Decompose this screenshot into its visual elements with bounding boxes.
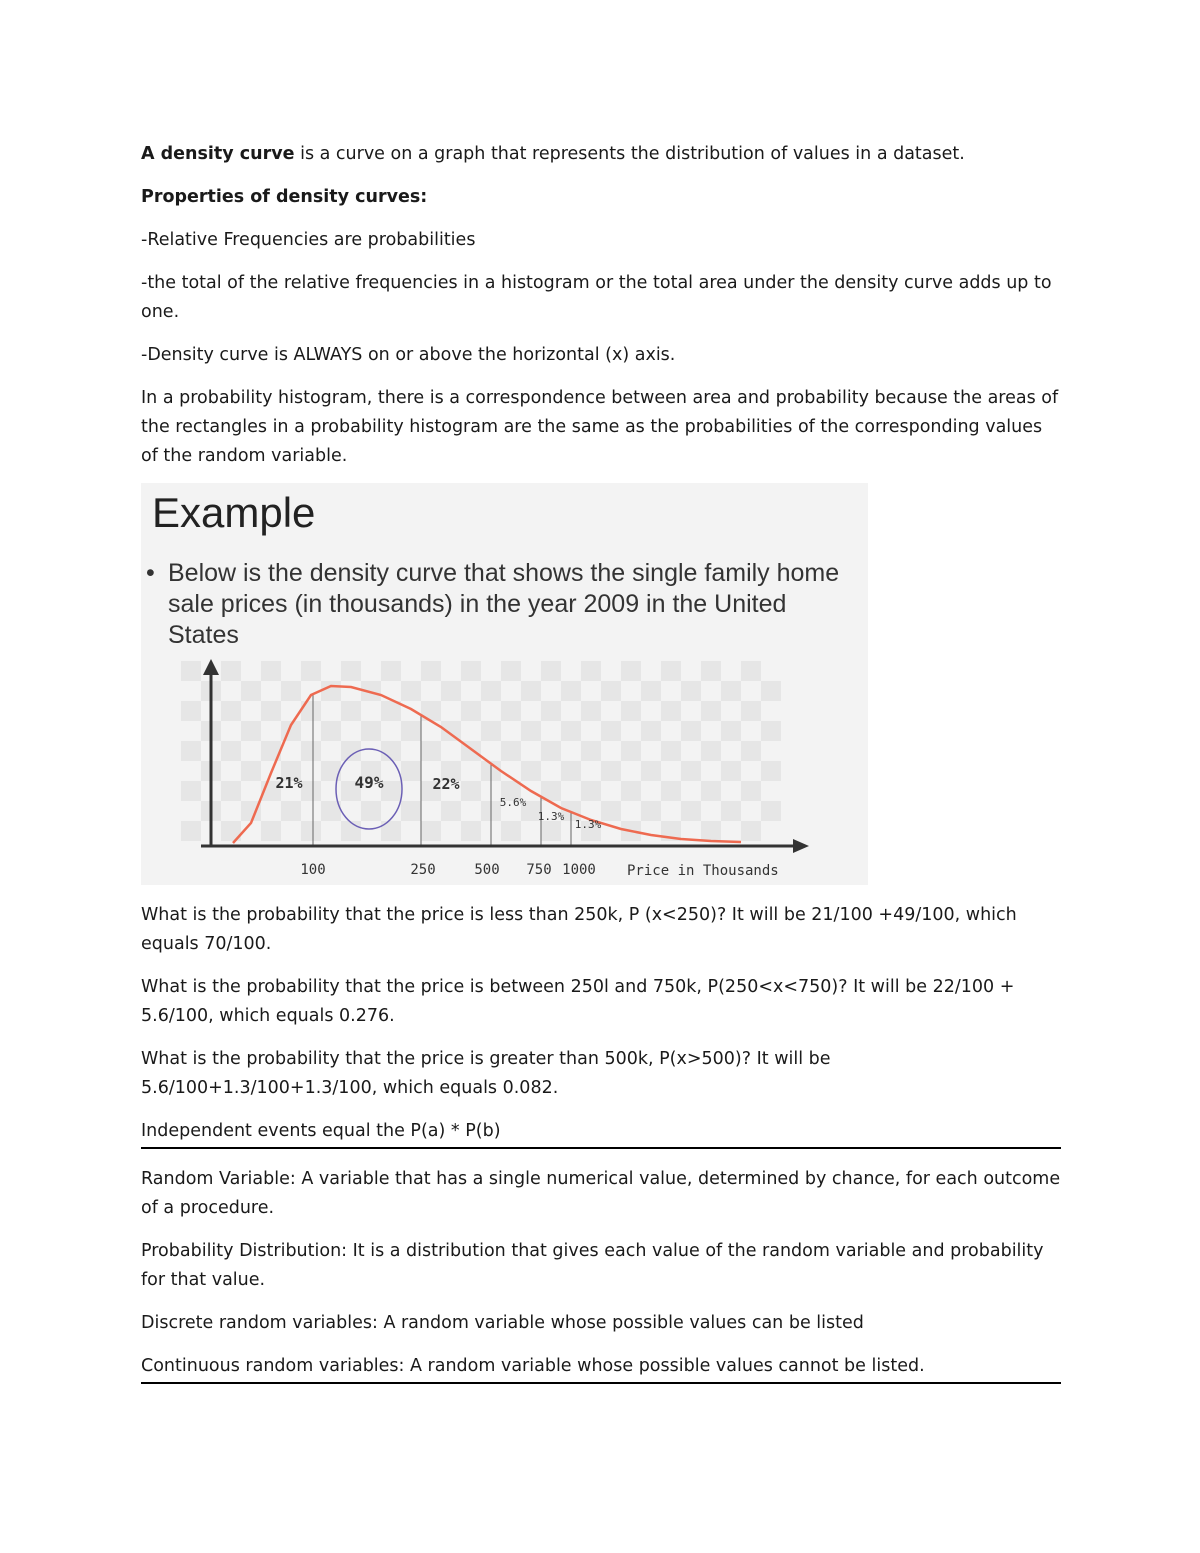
checker-cell bbox=[381, 661, 401, 681]
checker-cell bbox=[661, 741, 681, 761]
checker-cell bbox=[681, 761, 701, 781]
checker-cell bbox=[441, 681, 461, 701]
checker-cell bbox=[341, 661, 361, 681]
region-label: 1.3% bbox=[574, 818, 602, 831]
checker-cell bbox=[541, 661, 561, 681]
checker-cell bbox=[501, 661, 521, 681]
tick-label: 500 bbox=[474, 862, 500, 878]
checker-cell bbox=[521, 761, 541, 781]
checker-cell bbox=[241, 721, 261, 741]
x-axis-label: Price in Thousands bbox=[627, 863, 779, 879]
checker-cell bbox=[401, 721, 421, 741]
checker-cell bbox=[701, 661, 721, 681]
checker-cell bbox=[421, 661, 441, 681]
checker-cell bbox=[681, 801, 701, 821]
checker-cell bbox=[601, 801, 621, 821]
checker-cell bbox=[261, 821, 281, 841]
checker-cell bbox=[181, 781, 201, 801]
checker-cell bbox=[621, 781, 641, 801]
checker-cell bbox=[341, 701, 361, 721]
property-item: -the total of the relative frequencies in a histogram or the total area under the density curve adds up to one. bbox=[141, 273, 1052, 322]
checker-cell bbox=[501, 741, 521, 761]
checker-cell bbox=[241, 681, 261, 701]
question-1: What is the probability that the price is less than 250k, P (x<250)? It will be 21/100 +49/100, which equals 70/100. bbox=[141, 905, 1017, 954]
region-label: 22% bbox=[432, 775, 460, 793]
checker-cell bbox=[341, 821, 361, 841]
definition-random-variable: Random Variable: A variable that has a single numerical value, determined by chance, for each outcome of a procedure. bbox=[141, 1169, 1061, 1218]
checker-cell bbox=[181, 821, 201, 841]
checker-cell bbox=[521, 681, 541, 701]
checker-cell bbox=[581, 661, 601, 681]
checker-cell bbox=[181, 741, 201, 761]
checker-cell bbox=[401, 801, 421, 821]
checker-cell bbox=[601, 721, 621, 741]
checker-cell bbox=[741, 661, 761, 681]
property-item: -Relative Frequencies are probabilities bbox=[141, 230, 476, 250]
checker-cell bbox=[721, 801, 741, 821]
checker-cell bbox=[301, 781, 321, 801]
checker-cell bbox=[501, 701, 521, 721]
intro-text: is a curve on a graph that represents the distribution of values in a dataset. bbox=[294, 144, 965, 164]
histogram-paragraph: In a probability histogram, there is a correspondence between area and probability because the areas of the rectangles in a probability histogram are the same as the probabilities of the corresponding values of the random variable. bbox=[141, 388, 1059, 466]
y-axis-arrow bbox=[203, 659, 219, 675]
example-slide-image bbox=[141, 483, 868, 885]
example-title: Example bbox=[152, 489, 316, 536]
checker-cell bbox=[361, 801, 381, 821]
checker-cell bbox=[661, 781, 681, 801]
checker-cell bbox=[481, 721, 501, 741]
checker-cell bbox=[221, 701, 241, 721]
checker-cell bbox=[461, 781, 481, 801]
checker-cell bbox=[381, 741, 401, 761]
checker-cell bbox=[661, 661, 681, 681]
intro-paragraph bbox=[141, 140, 1061, 169]
checker-cell bbox=[641, 721, 661, 741]
checker-cell bbox=[221, 781, 241, 801]
checker-cell bbox=[261, 661, 281, 681]
checker-cell bbox=[721, 721, 741, 741]
checker-cell bbox=[421, 741, 441, 761]
checker-cell bbox=[221, 661, 241, 681]
density-curve-term: A density curve bbox=[141, 144, 295, 164]
checker-cell bbox=[361, 721, 381, 741]
checker-cell bbox=[761, 721, 781, 741]
checker-cell bbox=[541, 821, 561, 841]
tick-label: 250 bbox=[410, 862, 436, 878]
checker-cell bbox=[501, 821, 521, 841]
checker-cell bbox=[641, 761, 661, 781]
properties-heading: Properties of density curves: bbox=[141, 187, 428, 207]
checker-cell bbox=[761, 801, 781, 821]
bullet-icon: • bbox=[146, 559, 155, 587]
checker-cell bbox=[521, 721, 541, 741]
question-3: What is the probability that the price is greater than 500k, P(x>500)? It will be 5.6/100+1.3/100+1.3/100, which equals 0.082. bbox=[141, 1049, 831, 1098]
checker-background bbox=[181, 661, 781, 841]
checker-cell bbox=[561, 681, 581, 701]
checker-cell bbox=[381, 781, 401, 801]
checker-cell bbox=[721, 761, 741, 781]
example-bullet-text: Below is the density curve that shows the single family home sale prices (in thousands) in the year 2009 in the United States bbox=[168, 559, 840, 649]
checker-cell bbox=[561, 721, 581, 741]
checker-cell bbox=[281, 801, 301, 821]
checker-cell bbox=[701, 781, 721, 801]
x-axis-arrow bbox=[793, 839, 809, 853]
checker-cell bbox=[321, 721, 341, 741]
checker-cell bbox=[581, 701, 601, 721]
tick-label: 1000 bbox=[562, 862, 596, 878]
tick-label: 750 bbox=[526, 862, 552, 878]
checker-cell bbox=[421, 821, 441, 841]
checker-cell bbox=[441, 801, 461, 821]
property-item: -Density curve is ALWAYS on or above the horizontal (x) axis. bbox=[141, 345, 676, 365]
checker-cell bbox=[241, 761, 261, 781]
checker-cell bbox=[741, 701, 761, 721]
checker-cell bbox=[541, 741, 561, 761]
checker-cell bbox=[301, 661, 321, 681]
tick-labels bbox=[300, 862, 778, 879]
definition-continuous: Continuous random variables: A random variable whose possible values cannot be listed. bbox=[141, 1352, 1061, 1384]
checker-cell bbox=[401, 681, 421, 701]
checker-cell bbox=[281, 681, 301, 701]
checker-cell bbox=[701, 821, 721, 841]
checker-cell bbox=[621, 701, 641, 721]
checker-cell bbox=[761, 681, 781, 701]
checker-cell bbox=[641, 801, 661, 821]
checker-cell bbox=[661, 701, 681, 721]
checker-cell bbox=[681, 681, 701, 701]
checker-cell bbox=[461, 661, 481, 681]
region-label: 21% bbox=[275, 774, 303, 792]
density-curve-chart bbox=[141, 653, 868, 885]
region-label: 5.6% bbox=[499, 796, 527, 809]
definition-probability-distribution: Probability Distribution: It is a distribution that gives each value of the random variable and probability for that value. bbox=[141, 1241, 1044, 1290]
checker-cell bbox=[621, 661, 641, 681]
checker-cell bbox=[701, 741, 721, 761]
checker-cell bbox=[601, 761, 621, 781]
checker-cell bbox=[601, 681, 621, 701]
checker-cell bbox=[181, 661, 201, 681]
checker-cell bbox=[321, 681, 341, 701]
document-page bbox=[141, 140, 1061, 1384]
checker-cell bbox=[561, 761, 581, 781]
checker-cell bbox=[721, 681, 741, 701]
checker-cell bbox=[181, 701, 201, 721]
checker-cell bbox=[701, 701, 721, 721]
checker-cell bbox=[481, 681, 501, 701]
checker-cell bbox=[581, 781, 601, 801]
checker-cell bbox=[741, 821, 761, 841]
checker-cell bbox=[461, 701, 481, 721]
checker-cell bbox=[461, 821, 481, 841]
checker-cell bbox=[761, 761, 781, 781]
checker-cell bbox=[261, 701, 281, 721]
checker-cell bbox=[741, 741, 761, 761]
checker-cell bbox=[741, 781, 761, 801]
definition-discrete: Discrete random variables: A random variable whose possible values can be listed bbox=[141, 1313, 864, 1333]
checker-cell bbox=[681, 721, 701, 741]
tick-label: 100 bbox=[300, 862, 326, 878]
checker-cell bbox=[321, 761, 341, 781]
checker-cell bbox=[621, 741, 641, 761]
checker-cell bbox=[401, 761, 421, 781]
independent-events: Independent events equal the P(a) * P(b) bbox=[141, 1117, 1061, 1149]
question-2: What is the probability that the price is between 250l and 750k, P(250<x<750)? It will be 22/100 + 5.6/100, which equals 0.276. bbox=[141, 977, 1015, 1026]
region-label: 49% bbox=[354, 773, 384, 792]
checker-cell bbox=[301, 821, 321, 841]
checker-cell bbox=[641, 681, 661, 701]
checker-cell bbox=[301, 741, 321, 761]
checker-cell bbox=[581, 741, 601, 761]
region-label: 1.3% bbox=[537, 810, 565, 823]
checker-cell bbox=[221, 741, 241, 761]
checker-cell bbox=[541, 701, 561, 721]
